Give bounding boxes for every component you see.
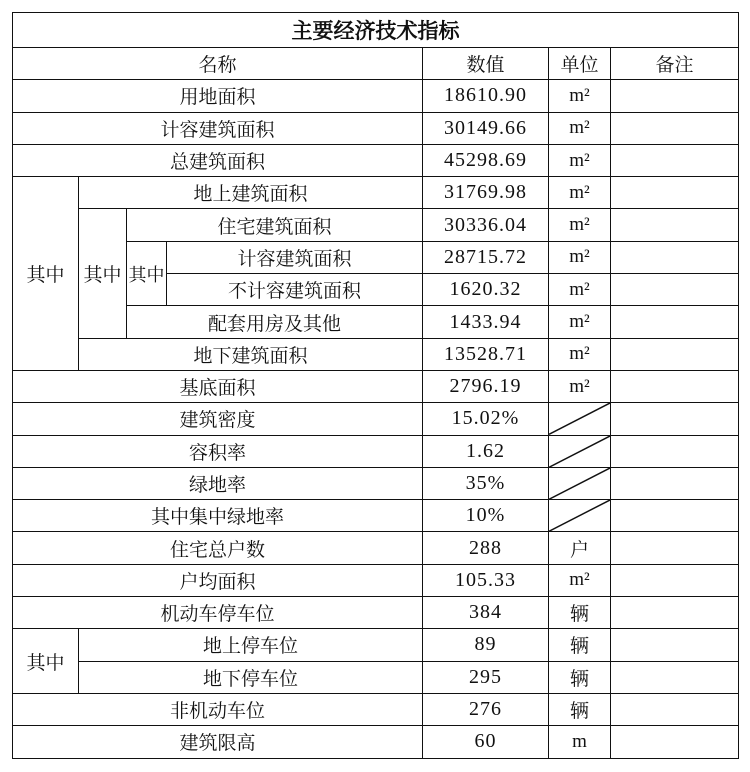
row-value: 13528.71 — [423, 338, 549, 370]
table-row — [13, 467, 739, 499]
row-note — [611, 274, 739, 306]
row-value: 1.62 — [423, 435, 549, 467]
row-note — [611, 564, 739, 596]
economic-indicators-table-wrapper — [12, 12, 738, 759]
table-row — [13, 597, 739, 629]
table-row — [13, 112, 739, 144]
row-note — [611, 597, 739, 629]
row-unit: m² — [549, 112, 611, 144]
table-row — [13, 209, 739, 241]
row-unit: 辆 — [549, 693, 611, 725]
row-unit: m² — [549, 209, 611, 241]
row-note — [611, 435, 739, 467]
row-unit: 辆 — [549, 661, 611, 693]
table-row — [13, 500, 739, 532]
table-title-row — [13, 13, 739, 48]
row-unit: m² — [549, 306, 611, 338]
row-label: 地下停车位 — [79, 661, 423, 693]
table-row — [13, 144, 739, 176]
table-row — [13, 338, 739, 370]
row-label: 基底面积 — [13, 370, 423, 402]
group-label-level1: 其中 — [13, 177, 79, 371]
row-label: 非机动车位 — [13, 693, 423, 725]
row-note — [611, 693, 739, 725]
row-label: 户均面积 — [13, 564, 423, 596]
row-label: 建筑限高 — [13, 726, 423, 758]
row-value: 105.33 — [423, 564, 549, 596]
table-row — [13, 532, 739, 564]
row-note — [611, 467, 739, 499]
row-note — [611, 403, 739, 435]
row-value: 15.02% — [423, 403, 549, 435]
header-note: 备注 — [611, 48, 739, 80]
row-value: 89 — [423, 629, 549, 661]
row-value: 28715.72 — [423, 241, 549, 273]
row-value: 18610.90 — [423, 80, 549, 112]
row-note — [611, 532, 739, 564]
header-unit: 单位 — [549, 48, 611, 80]
row-label: 其中集中绿地率 — [13, 500, 423, 532]
row-label: 地上停车位 — [79, 629, 423, 661]
row-note — [611, 338, 739, 370]
table-row — [13, 403, 739, 435]
row-note — [611, 80, 739, 112]
group-label-level3: 其中 — [127, 241, 167, 306]
diagonal-slash-cell — [549, 500, 611, 532]
row-note — [611, 661, 739, 693]
row-label: 地上建筑面积 — [79, 177, 423, 209]
row-label: 绿地率 — [13, 467, 423, 499]
table-row — [13, 661, 739, 693]
row-value: 295 — [423, 661, 549, 693]
group-label-parking: 其中 — [13, 629, 79, 694]
row-unit: m² — [549, 144, 611, 176]
row-note — [611, 370, 739, 402]
diagonal-slash-cell — [549, 403, 611, 435]
header-row — [13, 48, 739, 80]
row-unit: 户 — [549, 532, 611, 564]
row-value: 30149.66 — [423, 112, 549, 144]
row-value: 384 — [423, 597, 549, 629]
table-row — [13, 693, 739, 725]
row-note — [611, 726, 739, 758]
diagonal-slash-cell — [549, 467, 611, 499]
row-note — [611, 241, 739, 273]
table-row — [13, 726, 739, 758]
table-row — [13, 564, 739, 596]
row-label: 总建筑面积 — [13, 144, 423, 176]
row-unit: m² — [549, 370, 611, 402]
diagonal-slash-cell — [549, 435, 611, 467]
row-value: 60 — [423, 726, 549, 758]
row-label: 住宅总户数 — [13, 532, 423, 564]
header-name: 名称 — [13, 48, 423, 80]
table-row — [13, 80, 739, 112]
table-row — [13, 370, 739, 402]
row-value: 30336.04 — [423, 209, 549, 241]
row-note — [611, 629, 739, 661]
row-unit: m² — [549, 564, 611, 596]
row-note — [611, 306, 739, 338]
row-value: 45298.69 — [423, 144, 549, 176]
row-value: 31769.98 — [423, 177, 549, 209]
table-title: 主要经济技术指标 — [13, 13, 739, 48]
row-value: 35% — [423, 467, 549, 499]
row-label: 机动车停车位 — [13, 597, 423, 629]
group-label-level2: 其中 — [79, 209, 127, 338]
row-value: 1620.32 — [423, 274, 549, 306]
row-label: 地下建筑面积 — [79, 338, 423, 370]
row-value: 276 — [423, 693, 549, 725]
row-label: 不计容建筑面积 — [167, 274, 423, 306]
row-note — [611, 209, 739, 241]
economic-indicators-table — [12, 12, 739, 759]
row-unit: m² — [549, 177, 611, 209]
row-label: 计容建筑面积 — [167, 241, 423, 273]
row-unit: m² — [549, 274, 611, 306]
row-unit: 辆 — [549, 629, 611, 661]
row-unit: m — [549, 726, 611, 758]
row-note — [611, 500, 739, 532]
row-value: 2796.19 — [423, 370, 549, 402]
row-label: 容积率 — [13, 435, 423, 467]
row-unit: m² — [549, 338, 611, 370]
table-row — [13, 629, 739, 661]
row-note — [611, 112, 739, 144]
table-row — [13, 435, 739, 467]
row-label: 住宅建筑面积 — [127, 209, 423, 241]
row-note — [611, 144, 739, 176]
header-value: 数值 — [423, 48, 549, 80]
row-value: 288 — [423, 532, 549, 564]
row-unit: 辆 — [549, 597, 611, 629]
row-value: 1433.94 — [423, 306, 549, 338]
row-label: 配套用房及其他 — [127, 306, 423, 338]
row-unit: m² — [549, 80, 611, 112]
row-value: 10% — [423, 500, 549, 532]
row-label: 计容建筑面积 — [13, 112, 423, 144]
row-note — [611, 177, 739, 209]
row-label: 建筑密度 — [13, 403, 423, 435]
row-unit: m² — [549, 241, 611, 273]
table-row — [13, 177, 739, 209]
row-label: 用地面积 — [13, 80, 423, 112]
